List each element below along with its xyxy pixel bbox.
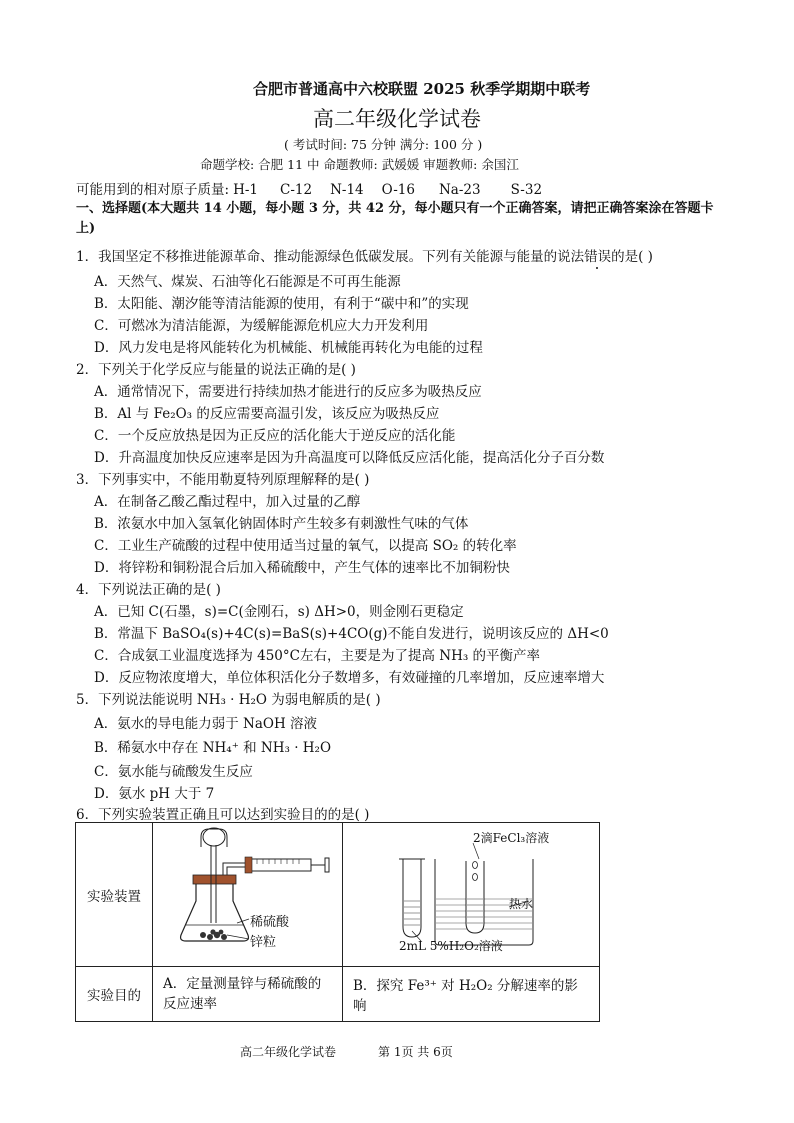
question-1-option-c: C．可燃冰为清洁能源，为缓解能源危机应大力开发利用 [94,318,429,334]
exam-time-info: ( 考试时间: 75 分钟 满分: 100 分 ) [284,137,483,152]
purpose-a: A．定量测量锌与稀硫酸的反应速率 [153,967,343,1022]
question-5-option-b: B．稀氨水中存在 NH₄⁺ 和 NH₃ · H₂O [94,740,332,756]
question-3-option-b: B．浓氨水中加入氢氧化钠固体时产生较多有刺激性气味的气体 [94,516,469,532]
question-6-stem: 6．下列实验装置正确且可以达到实验目的的是( ) [76,807,370,823]
atomic-mass-o: O-16 [381,182,415,198]
figure-b-label-fecl3: 2滴FeCl₃溶液 [473,831,550,845]
atomic-mass-s: S-32 [510,182,543,198]
exam-title: 合肥市普通高中六校联盟 2025 秋季学期期中联考 [253,80,591,98]
paper-makers: 命题学校: 合肥 11 中 命题教师: 武媛媛 审题教师: 余国江 [200,157,519,172]
emphasis-text: 错误 [584,249,612,265]
atomic-mass-n: N-14 [330,182,364,198]
question-3-option-a: A．在制备乙酸乙酯过程中，加入过量的乙醇 [94,494,361,510]
flask-syringe-figure [153,823,342,966]
figure-b-label-h2o2: 2mL 5%H₂O₂溶液 [399,939,503,953]
question-2-option-b: B．Al 与 Fe₂O₃ 的反应需要高温引发，该反应为吸热反应 [94,406,440,422]
experiment-table [75,822,600,1022]
atomic-mass-label: 可能用到的相对原子质量: [76,182,230,198]
question-4-option-a: A．已知 C(石墨，s)=C(金刚石，s) ΔH>0，则金刚石更稳定 [94,604,464,620]
question-1-option-a: A．天然气、煤炭、石油等化石能源是不可再生能源 [94,274,401,290]
atomic-mass-c: C-12 [280,182,313,198]
question-4-option-b: B．常温下 BaSO₄(s)+4C(s)=BaS(s)+4CO(g)不能自发进行，说明该反应的 ΔH<0 [94,626,609,642]
page-footer [240,1043,453,1060]
question-1-option-b: B．太阳能、潮汐能等清洁能源的使用，有利于“碳中和”的实现 [94,296,469,312]
question-5-stem: 5．下列说法能说明 NH₃ · H₂O 为弱电解质的是( ) [76,692,381,708]
question-1-stem: 1．我国坚定不移推进能源革命、推动能源绿色低碳发展。下列有关能源与能量的说法错误的是( ) [76,249,653,265]
figure-a-label-acid: 稀硫酸 [250,915,290,930]
footer-paper-name: 高二年级化学试卷 [240,1045,337,1059]
question-2-option-a: A．通常情况下，需要进行持续加热才能进行的反应多为吸热反应 [94,384,482,400]
atomic-mass-line [76,178,542,198]
table-row-label-apparatus: 实验装置 [76,823,153,967]
figure-b-label-hot-water: 热水 [509,897,534,911]
atomic-mass-na: Na-23 [438,182,481,198]
section-heading: 一、选择题(本大题共 14 小题，每小题 3 分，共 42 分，每小题只有一个正确答案，请把正确答案涂在答题卡上) [76,201,714,236]
paper-title: 高二年级化学试卷 [313,107,481,131]
apparatus-b-cell [343,823,600,967]
question-5-option-c: C．氨水能与硫酸发生反应 [94,764,253,780]
question-3-option-d: D．将锌粉和铜粉混合后加入稀硫酸中，产生气体的速率比不加铜粉快 [94,560,510,576]
question-4-option-d: D．反应物浓度增大，单位体积活化分子数增多，有效碰撞的几率增加，反应速率增大 [94,670,605,686]
figure-a-label-zinc: 锌粒 [250,935,277,950]
purpose-b: B．探究 Fe³⁺ 对 H₂O₂ 分解速率的影响 [343,967,600,1022]
question-4-stem: 4．下列说法正确的是( ) [76,582,221,598]
apparatus-a-cell [153,823,343,967]
question-2-option-d: D．升高温度加快反应速率是因为升高温度可以降低反应活化能，提高活化分子百分数 [94,450,605,466]
question-5-option-d: D．氨水 pH 大于 7 [94,786,215,802]
question-2-stem: 2．下列关于化学反应与能量的说法正确的是( ) [76,362,356,378]
question-1-option-d: D．风力发电是将风能转化为机械能、机械能再转化为电能的过程 [94,340,483,356]
table-row-label-purpose: 实验目的 [76,967,153,1022]
question-3-option-c: C．工业生产硫酸的过程中使用适当过量的氧气，以提高 SO₂ 的转化率 [94,538,517,554]
question-5-option-a: A．氨水的导电能力弱于 NaOH 溶液 [94,716,318,732]
question-3-stem: 3．下列事实中，不能用勒夏特列原理解释的是( ) [76,472,370,488]
atomic-mass-h: H-1 [233,182,258,198]
footer-page-number: 第 1页 共 6页 [378,1045,453,1059]
question-2-option-c: C．一个反应放热是因为正反应的活化能大于逆反应的活化能 [94,428,456,444]
question-4-option-c: C．合成氨工业温度选择为 450°C左右，主要是为了提高 NH₃ 的平衡产率 [94,648,541,664]
